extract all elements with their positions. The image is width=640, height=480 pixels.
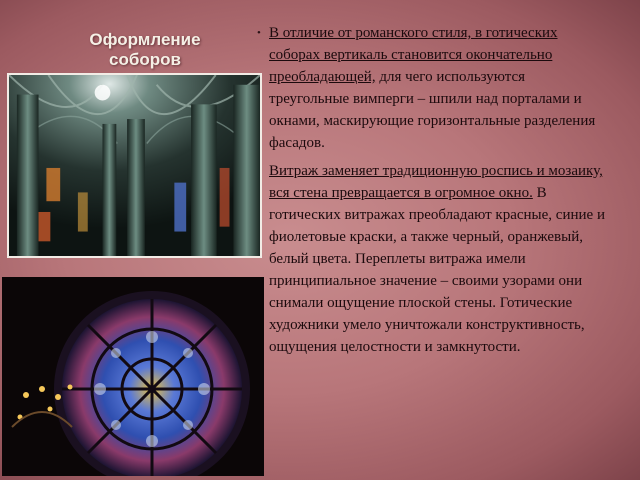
paragraph-verticality	[257, 22, 605, 154]
slide-title: Оформление соборов	[89, 30, 201, 69]
underlined-link-text[interactable]: Витраж заменяет традиционную роспись и мозаику, вся стена превращается в огромное окно.	[269, 163, 603, 201]
paragraph-text: В готических витражах преобладают красные, синие и фиолетовые краски, а также черный, оранжевый, белый цвета. Переплеты витража имели принципиальное значение – своими узорами они снимали ощущение плоской стены. Готические художники умело уничтожали конструктивность, ощущения целостности и замкнутости.	[269, 185, 605, 355]
cathedral-interior-image	[7, 73, 262, 258]
rose-window-image	[2, 277, 264, 476]
text-body	[257, 22, 605, 364]
paragraph-text: для чего используются треугольные вимперги – шпили над порталами и окнами, маскирующие горизонтальные разделения фасадов.	[269, 69, 596, 151]
underlined-link-text[interactable]: В отличие от романского стиля, в готических соборах вертикаль становится окончательно преобладающей,	[269, 25, 558, 85]
bullet-icon: •	[257, 27, 261, 39]
paragraph-stained-glass	[257, 160, 605, 358]
